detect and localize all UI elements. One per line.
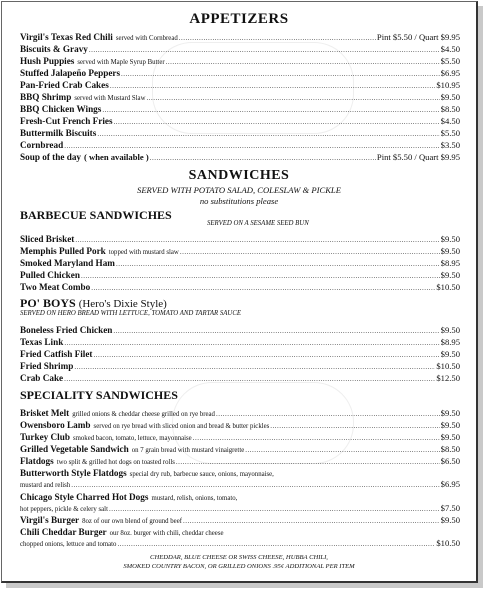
item-price: $4.50: [440, 44, 460, 54]
menu-item: [20, 324, 460, 336]
menu-item: [20, 139, 460, 151]
item-price: $8.95: [440, 337, 460, 347]
item-name: Owensboro Lamb: [20, 420, 91, 430]
item-desc-continued: chopped onions, lettuce and tomato: [20, 541, 117, 548]
poboys-note: SERVED ON HERO BREAD WITH LETTUCE, TOMATO AND TARTAR SAUCE: [20, 310, 242, 317]
item-name: Smoked Maryland Ham: [20, 258, 115, 268]
item-price: $9.50: [440, 515, 460, 525]
item-name: Memphis Pulled Pork: [20, 246, 106, 256]
menu-item: [20, 281, 460, 293]
footer-note-line2: SMOKED COUNTRY BACON, OR GRILLED ONIONS .95¢ ADDITIONAL PER ITEM: [123, 563, 355, 570]
item-price: $10.95: [436, 80, 460, 90]
item-price: $10.50: [436, 282, 460, 292]
item-desc: served with Cornbread: [115, 35, 178, 42]
item-desc: grilled onions & cheddar cheese grilled on rye bread: [72, 411, 215, 418]
item-name: Grilled Vegetable Sandwich: [20, 444, 129, 454]
item-name: Stuffed Jalapeño Peppers: [20, 68, 121, 78]
item-name: Pulled Chicken: [20, 270, 80, 280]
item-price: $7.50: [440, 503, 460, 513]
menu-item: [20, 55, 460, 67]
item-price: $5.50: [440, 56, 460, 66]
item-name: Two Meat Combo: [20, 282, 91, 292]
item-name: Virgil's Burger: [20, 515, 80, 525]
menu-item: [20, 151, 460, 163]
item-name: Hush Puppies: [20, 56, 75, 66]
sandwiches-no-subs: no substitutions please: [199, 196, 279, 206]
item-price: $8.50: [440, 104, 460, 114]
item-name: Fresh-Cut French Fries: [20, 116, 113, 126]
item-name: Brisket Melt: [20, 408, 70, 418]
menu-item: [20, 431, 460, 443]
menu-item: [20, 91, 460, 103]
item-price: $6.95: [440, 68, 460, 78]
menu-item: [20, 348, 460, 360]
item-price: $9.50: [440, 432, 460, 442]
item-name: Soup of the day: [20, 152, 82, 162]
menu-item: [20, 103, 460, 115]
item-desc: served with Mustard Slaw: [74, 95, 146, 102]
item-desc-continued: hot peppers, pickle & celery salt: [20, 506, 108, 513]
menu-item: [20, 336, 460, 348]
item-price: $9.50: [440, 349, 460, 359]
item-name: Crab Cake: [20, 373, 64, 383]
item-desc: smoked bacon, tomato, lettuce, mayonnaise: [72, 435, 192, 442]
item-price: $9.50: [440, 325, 460, 335]
menu-item: [20, 127, 460, 139]
item-name: Texas Link: [20, 337, 64, 347]
menu-item: [20, 245, 460, 257]
item-price: $10.50: [436, 538, 460, 548]
menu-item: [20, 269, 460, 281]
item-name: Fried Shrimp: [20, 361, 74, 371]
menu-item: [20, 233, 460, 245]
leader-dots: [91, 282, 435, 294]
item-desc: topped with mustard slaw: [108, 249, 179, 256]
item-price: $4.50: [440, 116, 460, 126]
leader-dots: [117, 538, 435, 550]
item-price: $9.50: [440, 408, 460, 418]
item-desc: 8oz of our own blend of ground beef: [82, 518, 182, 525]
item-name: Turkey Club: [20, 432, 70, 442]
item-price: $9.50: [440, 246, 460, 256]
item-price: $5.50: [440, 128, 460, 138]
item-price: $6.95: [440, 479, 460, 489]
item-name: Boneless Fried Chicken: [20, 325, 113, 335]
barbecue-note: SERVED ON A SESAME SEED BUN: [207, 220, 309, 227]
speciality-title: SPECIALITY SANDWICHES: [20, 388, 178, 402]
item-name: Biscuits & Gravy: [20, 44, 88, 54]
item-name: Chili Cheddar Burger: [20, 527, 107, 537]
item-name: BBQ Chicken Wings: [20, 104, 102, 114]
menu-item: [20, 43, 460, 55]
menu-item: [20, 257, 460, 269]
menu-item: [20, 115, 460, 127]
item-price: $9.50: [440, 270, 460, 280]
item-name: Flatdogs: [20, 456, 54, 466]
item-name: Virgil's Texas Red Chili: [20, 32, 113, 42]
item-price: $8.50: [440, 444, 460, 454]
menu-item: [20, 514, 460, 526]
menu-item: [20, 419, 460, 431]
poboys-title-paren: (Hero's Dixie Style): [78, 298, 167, 310]
item-price: Pint $5.50 / Quart $9.95: [376, 152, 460, 162]
leader-dots: [71, 479, 439, 491]
item-name: Buttermilk Biscuits: [20, 128, 97, 138]
item-price: $9.50: [440, 92, 460, 102]
item-price: $9.50: [440, 234, 460, 244]
sandwiches-served-with: SERVED WITH POTATO SALAD, COLESLAW & PICKLE: [137, 185, 341, 195]
item-name: Fried Catfish Filet: [20, 349, 93, 359]
item-price: $3.50: [440, 140, 460, 150]
item-desc: served with Maple Syrup Butter: [77, 59, 165, 66]
item-price: $10.50: [436, 361, 460, 371]
leader-dots: [64, 373, 435, 385]
footer-note-line1: CHEDDAR, BLUE CHEESE OR SWISS CHEESE, HUBBA CHILI,: [150, 554, 328, 561]
menu-item: [20, 443, 460, 455]
appetizers-title: APPETIZERS: [189, 11, 289, 27]
barbecue-title: BARBECUE SANDWICHES: [20, 208, 172, 222]
item-price: $9.50: [440, 420, 460, 430]
menu-item: [20, 79, 460, 91]
menu-item-continued: [20, 537, 460, 549]
menu-item-continued: [20, 478, 460, 490]
item-desc: on 7 grain bread with mustard vinaigrette: [131, 447, 245, 454]
item-name: Chicago Style Charred Hot Dogs: [20, 492, 149, 502]
item-desc: our 8oz. burger with chili, cheddar cheese: [109, 530, 224, 537]
item-desc: special dry rub, barbecue sauce, onions, mayonnaise,: [129, 471, 274, 478]
item-price: Pint $5.50 / Quart $9.95: [376, 32, 460, 42]
item-name: Pan-Fried Crab Cakes: [20, 80, 109, 90]
menu-item: [20, 31, 460, 43]
menu-item: [20, 455, 460, 467]
menu-card: [1, 1, 478, 583]
item-name: Cornbread: [20, 140, 64, 150]
item-desc: served on rye bread with sliced onion and bread & butter pickles: [93, 423, 270, 430]
item-desc: two split & grilled hot dogs on toasted rolls: [56, 459, 175, 466]
poboys-title-text: PO' BOYS: [20, 296, 76, 310]
menu-item: [20, 372, 460, 384]
item-desc: mustard, relish, onions, tomato,: [151, 495, 238, 502]
item-name: Butterworth Style Flatdogs: [20, 468, 127, 478]
menu-item-continued: [20, 502, 460, 514]
item-desc: ( when available ): [84, 152, 149, 162]
item-price: $8.95: [440, 258, 460, 268]
item-price: $6.50: [440, 456, 460, 466]
menu-item: [20, 407, 460, 419]
sandwiches-title: SANDWICHES: [188, 168, 290, 183]
item-name: BBQ Shrimp: [20, 92, 72, 102]
item-desc-continued: mustard and relish: [20, 482, 71, 489]
item-name: Sliced Brisket: [20, 234, 75, 244]
menu-item: [20, 360, 460, 372]
leader-dots: [150, 152, 376, 164]
item-price: $12.50: [436, 373, 460, 383]
menu-item: [20, 67, 460, 79]
